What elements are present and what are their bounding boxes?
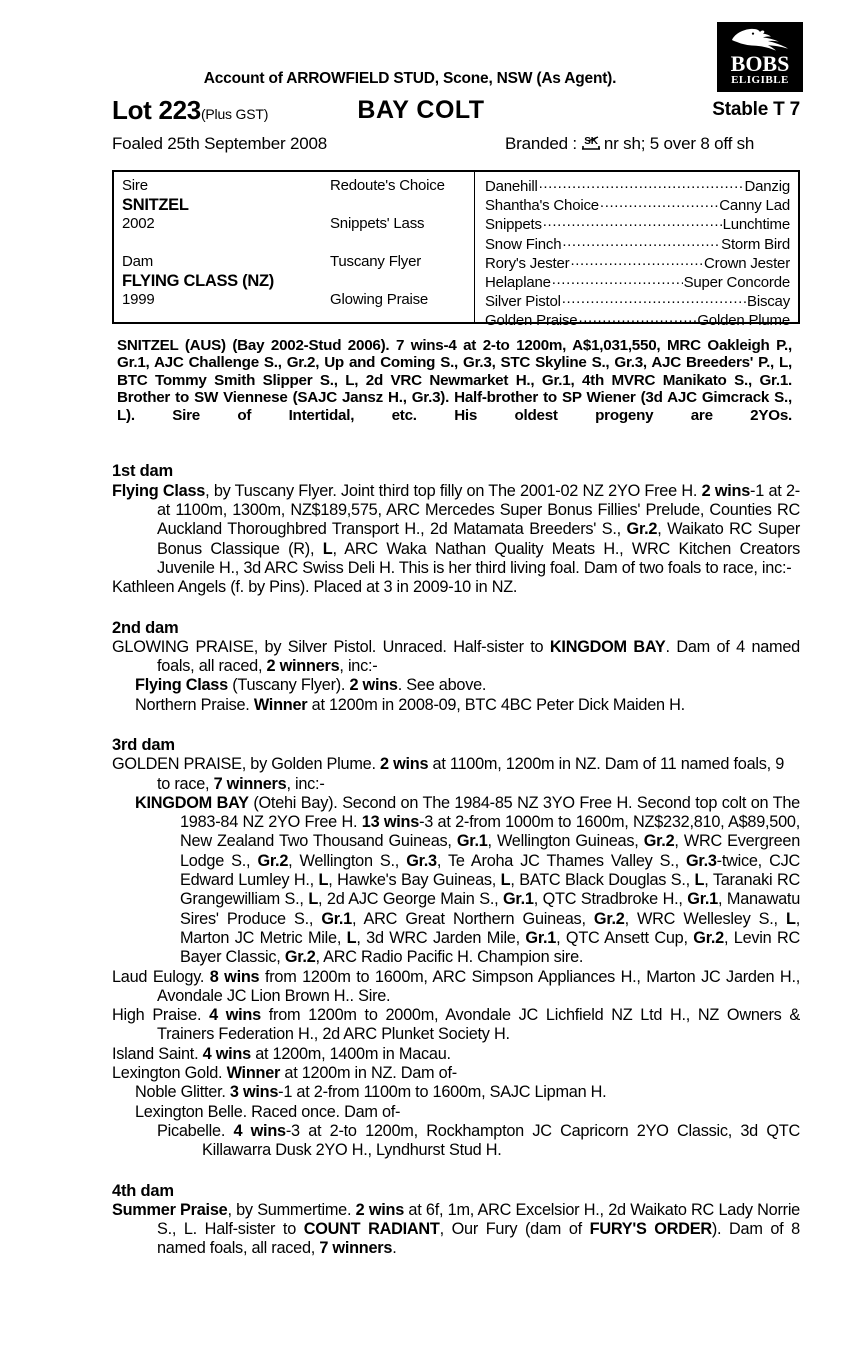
entry-text: , 2d AJC George Main S., [318, 890, 504, 909]
entry-text: , Wellington S., [288, 851, 407, 870]
pedigree-left-label: SNITZEL [122, 196, 189, 214]
dot-leader [600, 196, 718, 210]
entry-text: . [392, 1239, 397, 1258]
emphasis-text: 3 wins [229, 1083, 279, 1102]
pedigree-left-label: 1999 [122, 291, 155, 308]
pedigree-left-row [122, 291, 474, 310]
entry-text: GOLDEN PRAISE, by Golden Plume. [112, 755, 380, 774]
emphasis-text: Summer Praise [112, 1200, 228, 1219]
emphasis-text: COUNT RADIANT [303, 1220, 440, 1239]
bobs-logo-sub: ELIGIBLE [731, 74, 789, 86]
emphasis-text: 4 wins [209, 1006, 261, 1025]
lot-row [0, 95, 860, 129]
emphasis-text: Gr.3 [685, 851, 717, 870]
pedigree-greatgrandparent-name: Super Concorde [683, 273, 790, 291]
emphasis-text: L [500, 871, 511, 890]
entry-text: , inc:- [286, 774, 325, 793]
account-line: Account of ARROWFIELD STUD, Scone, NSW (As Agent). [203, 70, 617, 87]
pedigree-left-row [122, 253, 474, 272]
entry-text: Lexington Belle. Raced once. Dam of- [135, 1102, 401, 1121]
lot-gst-note: (Plus GST) [200, 106, 269, 122]
pedigree-right-row [485, 311, 790, 330]
entry-text: Laud Eulogy. [112, 967, 210, 986]
entry-text: Northern Praise. [135, 695, 254, 714]
branded-label: Branded : [505, 134, 577, 153]
entry-text: -1 at 2-at 1100m, 1300m, NZ$189,575, ARC Mercedes Super Bonus Fillies' Prelude, Counties RC Auckland Thoroughbred Transport H., 2d Matamata Breeders' S., [157, 481, 800, 539]
pedigree-right-row [485, 215, 790, 234]
pedigree-entry [112, 638, 800, 677]
pedigree-entry [112, 1083, 800, 1102]
entry-text: , QTC Ansett Cup, [556, 928, 694, 947]
entry-text: (Tuscany Flyer). [227, 676, 350, 695]
dot-leader [552, 273, 683, 287]
pedigree-grandparent-name: Snippets [485, 216, 542, 234]
pedigree-grandparent-name: Shantha's Choice [485, 197, 599, 215]
entry-text: ). Dam of 8 named foals, all raced, [157, 1220, 800, 1258]
entry-text: , Our Fury (dam of [439, 1220, 590, 1239]
page-header [0, 0, 860, 160]
entry-text: Island Saint. [112, 1044, 203, 1063]
pedigree-left-label: Sire [122, 177, 148, 194]
emphasis-text: Gr.1 [456, 832, 488, 851]
pedigree-grandparent-name: Golden Praise [485, 312, 578, 330]
entry-text: at 1200m in 2008-09, BTC 4BC Peter Dick Maiden H. [307, 695, 685, 714]
emphasis-text: Gr.2 [257, 851, 289, 870]
emphasis-text: L [786, 909, 796, 928]
pedigree-entry [112, 1006, 800, 1045]
horse-head-icon [724, 26, 796, 52]
pedigree-grandparent-name: Danehill [485, 178, 538, 195]
emphasis-text: L [322, 539, 333, 558]
pedigree-greatgrandparent-name: Crown Jester [704, 254, 790, 272]
entry-text: , by Tuscany Flyer. Joint third top filly on The 2001-02 NZ 2YO Free H. [205, 481, 702, 500]
pedigree-left-row [122, 177, 474, 196]
pedigree-right-row [485, 196, 790, 215]
dot-leader [570, 254, 703, 268]
svg-text:SK: SK [584, 136, 598, 147]
entry-text: from 1200m to 2000m, Avondale JC Lichfield NZ Ltd H., NZ Owners & Trainers Federation H., 2d ARC Plunket Society H. [157, 1006, 800, 1044]
entry-text: Picabelle. [157, 1121, 234, 1140]
emphasis-text: Gr.2 [693, 928, 724, 947]
entry-text: -twice, CJC Edward Lumley H., [180, 851, 800, 890]
dot-leader [539, 177, 744, 191]
dam-sections [112, 462, 800, 1258]
pedigree-left-row [122, 215, 474, 234]
branded-detail: nr sh; 5 over 8 off sh [603, 134, 755, 153]
entry-text: , Waikato RC Super Bonus Classique (R), [157, 520, 801, 558]
emphasis-text: L [346, 928, 357, 947]
pedigree-left-label: FLYING CLASS (NZ) [122, 272, 274, 290]
entry-text: (Otehi Bay). Second on The 1984-85 NZ 3YO Free H. Second top colt on The 1983-84 NZ 2YO Free H. [180, 793, 800, 832]
dam-heading: 4th dam [112, 1181, 174, 1200]
entry-text: at 1100m, 1200m in NZ. Dam of 11 named foals, 9 to race, [157, 755, 784, 793]
emphasis-text: 2 winners [266, 657, 340, 676]
pedigree-entry [112, 968, 800, 1007]
dam-heading: 2nd dam [112, 618, 179, 637]
emphasis-text: Gr.2 [643, 832, 675, 851]
emphasis-text: Gr.1 [321, 909, 352, 928]
emphasis-text: Flying Class [135, 676, 228, 695]
pedigree-left-row [122, 234, 474, 253]
pedigree-left-label: Dam [122, 253, 154, 270]
emphasis-text: 8 wins [209, 967, 260, 986]
pedigree-right-row [485, 254, 790, 273]
pedigree-entry [112, 1122, 800, 1161]
branded-description [505, 134, 754, 154]
emphasis-text: Flying Class [112, 481, 206, 500]
pedigree-left-parent: Tuscany Flyer [330, 253, 422, 270]
pedigree-entry [112, 1045, 800, 1064]
emphasis-text: Gr.2 [284, 948, 316, 967]
pedigree-entry [112, 676, 800, 695]
pedigree-right-row [485, 273, 790, 292]
emphasis-text: L [308, 890, 319, 909]
emphasis-text: 2 wins [349, 676, 398, 695]
pedigree-left-row [122, 272, 474, 291]
pedigree-entry [112, 1103, 800, 1122]
dot-leader [543, 215, 722, 229]
entry-text: , Hawke's Bay Guineas, [328, 871, 501, 890]
emphasis-text: KINGDOM BAY [135, 793, 249, 812]
lot-number: Lot 223 [112, 95, 201, 125]
emphasis-text: KINGDOM BAY [549, 637, 666, 656]
pedigree-entry [112, 578, 800, 597]
entry-text: , Te Aroha JC Thames Valley S., [436, 851, 686, 870]
emphasis-text: 2 wins [355, 1200, 405, 1219]
entry-text: , by Summertime. [227, 1200, 356, 1219]
emphasis-text: Gr.1 [687, 890, 718, 909]
emphasis-text: Gr.1 [503, 890, 534, 909]
entry-text: , WRC Evergreen Lodge S., [180, 832, 800, 870]
entry-text: Lexington Gold. [112, 1064, 227, 1083]
entry-text: at 1200m in NZ. Dam of- [280, 1064, 457, 1083]
pedigree-left-column [114, 172, 474, 322]
entry-text: Kathleen Angels (f. by Pins). Placed at 3 in 2009-10 in NZ. [112, 578, 518, 597]
entry-text: . Dam of 4 named foals, all raced, [157, 637, 800, 676]
emphasis-text: Gr.2 [626, 520, 658, 539]
entry-text: , QTC Stradbroke H., [533, 890, 688, 909]
entry-text: , Levin RC Bayer Classic, [180, 928, 800, 967]
pedigree-right-row [485, 235, 790, 254]
entry-text: at 6f, 1m, ARC Excelsior H., 2d Waikato RC Lady Norrie S., L. Half-sister to [157, 1200, 800, 1239]
emphasis-text: Gr.1 [525, 928, 557, 947]
pedigree-grandparent-name: Snow Finch [485, 235, 562, 253]
entry-text: , Taranaki RC Grangewilliam S., [180, 871, 800, 909]
pedigree-left-row [122, 196, 474, 215]
entry-text: . See above. [397, 676, 487, 695]
dot-leader [562, 292, 746, 306]
pedigree-entry [112, 1064, 800, 1083]
pedigree-left-label: 2002 [122, 215, 155, 232]
foaled-branded-row [0, 134, 860, 160]
pedigree-greatgrandparent-name: Biscay [747, 293, 790, 311]
entry-text: -3 at 2-from 1000m to 1600m, NZ$232,810, A$89,500, New Zealand Two Thousand Guineas, [180, 813, 800, 851]
pedigree-entry [112, 1201, 800, 1259]
pedigree-table [112, 170, 800, 330]
brand-symbol-icon [579, 135, 603, 151]
entry-text: , 3d WRC Jarden Mile, [356, 928, 526, 947]
pedigree-greatgrandparent-name: Danzig [744, 178, 790, 195]
emphasis-text: 7 winners [319, 1239, 393, 1258]
pedigree-greatgrandparent-name: Canny Lad [719, 197, 790, 215]
emphasis-text: 7 winners [213, 774, 287, 793]
pedigree-greatgrandparent-name: Storm Bird [721, 235, 790, 253]
pedigree-grandparent-name: Helaplane [485, 273, 551, 291]
entry-text: Noble Glitter. [135, 1083, 230, 1102]
pedigree-entry [112, 755, 800, 794]
entry-text: -3 at 2-to 1200m, Rockhampton JC Capricorn 2YO Classic, 3d QTC Killawarra Dusk 2YO H., Lyndhurst Stud H. [202, 1121, 800, 1160]
entry-text: High Praise. [112, 1006, 210, 1025]
emphasis-text: 4 wins [233, 1121, 286, 1140]
entry-text: GLOWING PRAISE, by Silver Pistol. Unraced. Half-sister to [112, 637, 550, 656]
emphasis-text: L [318, 871, 329, 890]
emphasis-text: 2 wins [701, 481, 751, 500]
entry-text: , Wellington Guineas, [487, 832, 644, 851]
stable-label: Stable T 7 [712, 99, 800, 120]
entry-text: -1 at 2-from 1100m to 1600m, SAJC Lipman H. [278, 1083, 607, 1102]
entry-text: , Manawatu Sires' Produce S., [180, 890, 801, 928]
sire-summary-paragraph: SNITZEL (AUS) (Bay 2002-Stud 2006). 7 wins-4 at 2-to 1200m, A$1,031,550, MRC Oakleigh P., Gr.1, AJC Challenge S., Gr.2, Up and Coming S., Gr.3, STC Skyline S., Gr.3, AJC Breeders' P., L, BTC Tommy Smith Slipper S., L, 2d VRC Newmarket H., Gr.1, 4th MVRC Manikato S., Gr.1. Brother to SW Viennese (SAJC Jansz H., Gr.3). Half-brother to SP Wiener (3d AJC Gimcrack S., L). Sire of Intertidal, etc. His oldest progeny are 2YOs. [117, 337, 792, 424]
colour-and-sex: BAY COLT [357, 96, 485, 124]
entry-text: , Marton JC Metric Mile, [180, 909, 800, 947]
entry-text: from 1200m to 1600m, ARC Simpson Appliances H., Marton JC Jarden H., Avondale JC Lion Brown H.. Sire. [157, 967, 800, 1005]
entry-text: , inc:- [339, 657, 378, 676]
entry-text: , ARC Waka Nathan Quality Meats H., WRC Kitchen Creators Juvenile H., 3d ARC Swiss Deli H. This is her third living foal. Dam of two foals to race, inc:- [157, 539, 801, 577]
pedigree-greatgrandparent-name: Lunchtime [722, 216, 790, 234]
emphasis-text: 4 wins [202, 1044, 251, 1063]
emphasis-text: 2 wins [380, 755, 429, 774]
emphasis-text: FURY'S ORDER [589, 1220, 712, 1239]
dam-heading: 1st dam [112, 462, 173, 481]
entry-text: , ARC Great Northern Guineas, [352, 909, 594, 928]
emphasis-text: Gr.3 [406, 851, 437, 870]
pedigree-left-parent: Glowing Praise [330, 291, 429, 308]
bobs-eligible-logo [717, 22, 803, 92]
emphasis-text: 13 wins [361, 813, 420, 832]
pedigree-left-parent: Redoute's Choice [330, 177, 445, 194]
pedigree-right-column [475, 172, 798, 330]
emphasis-text: Winner [253, 695, 308, 714]
dot-leader [562, 235, 720, 249]
foaled-date: Foaled 25th September 2008 [112, 134, 328, 153]
pedigree-greatgrandparent-name: Golden Plume [697, 312, 790, 330]
emphasis-text: Winner [226, 1064, 281, 1083]
dot-leader [578, 311, 696, 325]
emphasis-text: L [694, 871, 705, 890]
entry-text: , BATC Black Douglas S., [510, 871, 695, 890]
pedigree-entry [112, 482, 800, 578]
emphasis-text: Gr.2 [593, 909, 625, 928]
pedigree-entry [112, 794, 800, 968]
pedigree-grandparent-name: Silver Pistol [485, 293, 561, 311]
pedigree-left-parent: Snippets' Lass [330, 215, 425, 232]
pedigree-right-row [485, 292, 790, 311]
entry-text: , WRC Wellesley S., [624, 909, 787, 928]
entry-text: at 1200m, 1400m in Macau. [250, 1044, 451, 1063]
pedigree-right-row [485, 177, 790, 196]
pedigree-entry [112, 696, 800, 715]
pedigree-grandparent-name: Rory's Jester [485, 254, 570, 272]
entry-text: , ARC Radio Pacific H. Champion sire. [315, 948, 584, 967]
dam-heading: 3rd dam [112, 736, 175, 754]
bobs-logo-word: BOBS [730, 51, 790, 76]
